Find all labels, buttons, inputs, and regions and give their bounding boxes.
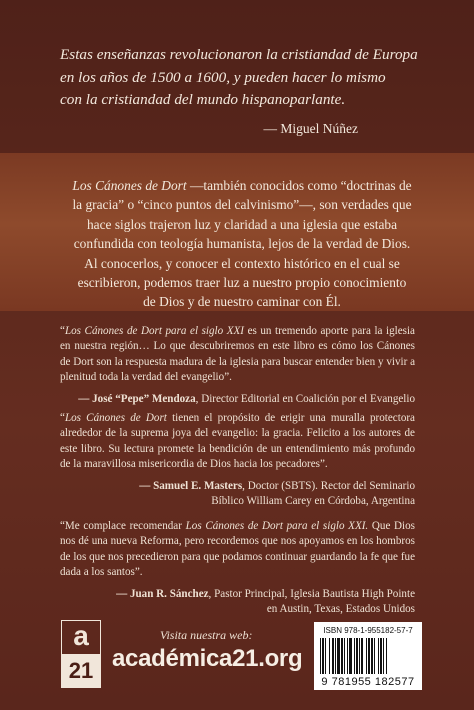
quote-open: “ xyxy=(60,325,65,337)
barcode-bar xyxy=(371,638,373,674)
barcode-bar xyxy=(374,638,375,674)
logo-letter: a xyxy=(73,620,89,651)
site-suffix: .org xyxy=(258,645,303,672)
endorsement-3-name: — Juan R. Sánchez xyxy=(116,587,209,600)
barcode-bar xyxy=(378,638,379,674)
endorsement-3-role: , Pastor Principal, Iglesia Bautista High Pointe xyxy=(208,587,415,600)
endorsement-2 xyxy=(60,411,415,509)
endorsement-2-name: — Samuel E. Masters xyxy=(139,479,243,492)
barcode-number: 9 781955 182577 xyxy=(321,676,415,688)
barcode-bar xyxy=(368,638,370,674)
barcode-bar xyxy=(320,638,321,674)
barcode-bar xyxy=(349,638,352,674)
barcode-bar xyxy=(341,638,343,674)
barcode-bar xyxy=(359,638,360,674)
barcode-bars xyxy=(320,638,416,674)
endorsement-1-name: — José “Pepe” Mendoza xyxy=(78,392,196,405)
endorsement-2-author xyxy=(60,479,415,510)
visit-website-label: Visita nuestra web: xyxy=(160,628,253,642)
top-quote xyxy=(60,44,420,140)
top-quote-attribution: — Miguel Núñez xyxy=(263,120,358,136)
endorsement-1-text: es un tremendo aporte para la iglesia en nuestra región… Lo que descubriremos en este libro es cómo los Cánones de Dort son la respuesta madura de la iglesia para buscar entender bien y vivir a plenitud toda la verdad del evangelio”. xyxy=(60,325,415,384)
site-prefix: acad xyxy=(112,645,166,672)
top-quote-line-3: con la cristiandad del mundo hispanoparlante. xyxy=(60,91,346,109)
logo-number: 21 xyxy=(62,654,100,687)
top-quote-line-2: en los años de 1500 a 1600, y pueden hacer lo mismo xyxy=(60,68,386,86)
endorsement-3-text: Que Dios nos dé una nueva Reforma, pero recordemos que nos apoyamos en los hombros de los que nos precedieron para que podamos continuar guardando la fe que fue dada a los santos”. xyxy=(60,520,415,579)
quote-open: “Me complace recomendar xyxy=(60,520,186,532)
barcode-bar xyxy=(356,638,358,674)
endorsement-2-italic: Los Cánones de Dort xyxy=(64,412,167,424)
book-title-italic: Los Cánones de Dort xyxy=(72,178,187,193)
endorsement-1-author xyxy=(60,392,415,407)
endorsement-3 xyxy=(60,519,415,617)
isbn-label: ISBN 978-1-955182-57-7 xyxy=(323,626,413,635)
site-mid: mica xyxy=(178,645,233,672)
barcode-bar xyxy=(361,638,363,674)
barcode-bar xyxy=(386,638,387,674)
endorsement-2-text: tienen el propósito de erigir una muralla protectora alrededor de la suprema joya del evangelio: la gracia. Felicito a los autores de este libro. Su lectura promete la bendición de un entendimiento más profundo de la maravillosa misericordia de Dios hacia los pecadores”. xyxy=(60,412,415,471)
barcode-bar xyxy=(337,638,340,674)
barcode-bar xyxy=(354,638,355,674)
publisher-website[interactable] xyxy=(112,645,302,673)
book-description-body: —también conocidos como “doctrinas de la gracia” o “cinco puntos del calvinismo”—, son verdades que hace siglos trajeron luz y claridad a una iglesia que estaba confundida con teología humanista, lejos de la verdad de Dios. Al conocerlos, y conocer el contexto histórico en el cual se escribieron, podemos traer luz a nuestro propio conocimiento de Dios y de nuestro caminar con Él. xyxy=(72,178,412,310)
barcode-bar xyxy=(383,638,384,674)
endorsement-3-author xyxy=(60,587,415,618)
barcode-bar xyxy=(347,638,348,674)
endorsement-3-italic: Los Cánones de Dort para el siglo XXI. xyxy=(185,520,369,532)
book-description xyxy=(72,176,412,312)
barcode-bar xyxy=(335,638,336,674)
endorsement-3-role-line-2: en Austin, Texas, Estados Unidos xyxy=(266,603,415,616)
publisher-logo xyxy=(61,620,101,688)
endorsement-1 xyxy=(60,324,415,407)
endorsement-2-role: , Doctor (SBTS). Rector del Seminario xyxy=(242,479,415,492)
barcode-bar xyxy=(322,638,324,674)
barcode-bar xyxy=(332,638,334,674)
barcode-bar xyxy=(380,638,382,674)
barcode-bar xyxy=(366,638,367,674)
isbn-barcode xyxy=(314,622,422,690)
barcode-bar xyxy=(344,638,345,674)
endorsement-1-italic: Los Cánones de Dort para el siglo XXI xyxy=(64,325,244,337)
top-quote-line-1: Estas enseñanzas revolucionaron la cristiandad de Europa xyxy=(60,46,418,63)
endorsement-2-role-line-2: Bíblico William Carey en Córdoba, Argentina xyxy=(211,495,415,508)
quote-open: “ xyxy=(60,412,65,424)
barcode-bar xyxy=(329,638,330,674)
site-number: 21 xyxy=(232,645,259,672)
barcode-bar xyxy=(325,638,326,674)
site-accent: é xyxy=(165,645,179,672)
endorsement-1-role: , Director Editorial en Coalición por el Evangelio xyxy=(195,392,415,405)
